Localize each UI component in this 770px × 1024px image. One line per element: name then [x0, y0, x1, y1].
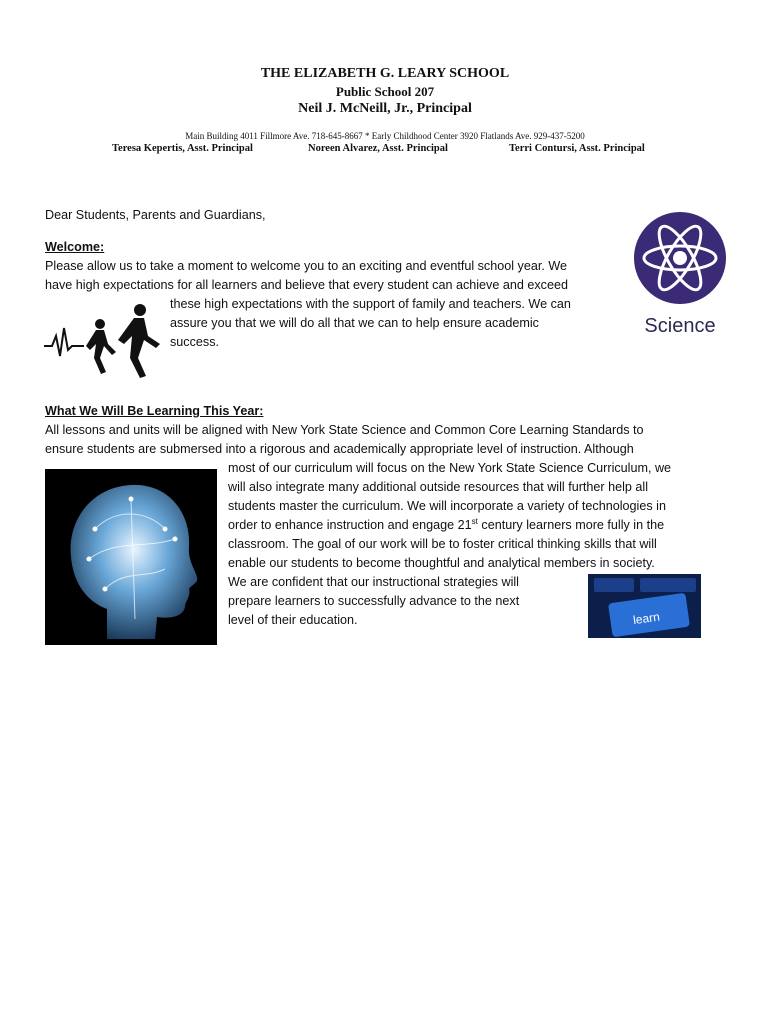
welcome-line: assure you that we will do all that we can to help ensure academic — [170, 316, 539, 330]
learning-line: prepare learners to successfully advance to the next — [228, 594, 520, 608]
welcome-line: success. — [170, 335, 219, 349]
learning-line: We are confident that our instructional strategies will — [228, 575, 519, 589]
learning-line: level of their education. — [228, 613, 358, 627]
learning-line: ensure students are submersed into a rigorous and academically appropriate level of instruction. Although — [45, 442, 634, 456]
welcome-heading: Welcome: — [45, 240, 105, 254]
school-name: THE ELIZABETH G. LEARY SCHOOL — [260, 66, 510, 81]
learning-line: enable our students to become thoughtful and analytical members in society. — [228, 556, 655, 570]
runners-heartbeat-image — [44, 300, 162, 382]
learn-key-text: learn — [632, 609, 661, 628]
welcome-line: these high expectations with the support of family and teachers. We can — [170, 297, 571, 311]
learning-line-21st-before: order to enhance instruction and engage 21 — [228, 518, 472, 532]
greeting: Dear Students, Parents and Guardians, — [45, 208, 266, 222]
learning-line: All lessons and units will be aligned with New York State Science and Common Core Learning Standards to — [45, 423, 644, 437]
learning-line: students master the curriculum. We will incorporate a variety of technologies in — [228, 499, 666, 513]
learning-line: classroom. The goal of our work will be to foster critical thinking skills that will — [228, 537, 657, 551]
asst-principal-3: Terri Contursi, Asst. Principal — [509, 143, 645, 154]
learning-line-21st-after: century learners more fully in the — [477, 518, 665, 532]
welcome-line: Please allow us to take a moment to welcome you to an exciting and eventful school year. We — [45, 259, 567, 273]
learning-heading: What We Will Be Learning This Year: — [45, 404, 264, 418]
learning-line-21st — [228, 516, 664, 535]
welcome-line: have high expectations for all learners and believe that every student can achieve and exceed — [45, 278, 568, 292]
superscript-st: st — [471, 516, 478, 526]
learn-keyboard-key-image — [588, 574, 701, 638]
school-number: Public School 207 — [335, 84, 435, 99]
asst-principal-2: Noreen Alvarez, Asst. Principal — [308, 143, 448, 154]
school-address: Main Building 4011 Fillmore Ave. 718-645-8667 * Early Childhood Center 3920 Flatlands Ave. 929-437-5200 — [185, 131, 585, 141]
science-logo-text: Science — [644, 315, 716, 337]
learning-line: most of our curriculum will focus on the New York State Science Curriculum, we — [228, 461, 672, 475]
learning-line: will also integrate many additional outside resources that will further help all — [228, 480, 649, 494]
science-atom-logo — [632, 212, 728, 338]
asst-principal-1: Teresa Kepertis, Asst. Principal — [112, 143, 253, 154]
brain-head-image — [45, 469, 217, 645]
principal-name: Neil J. McNeill, Jr., Principal — [298, 101, 472, 116]
